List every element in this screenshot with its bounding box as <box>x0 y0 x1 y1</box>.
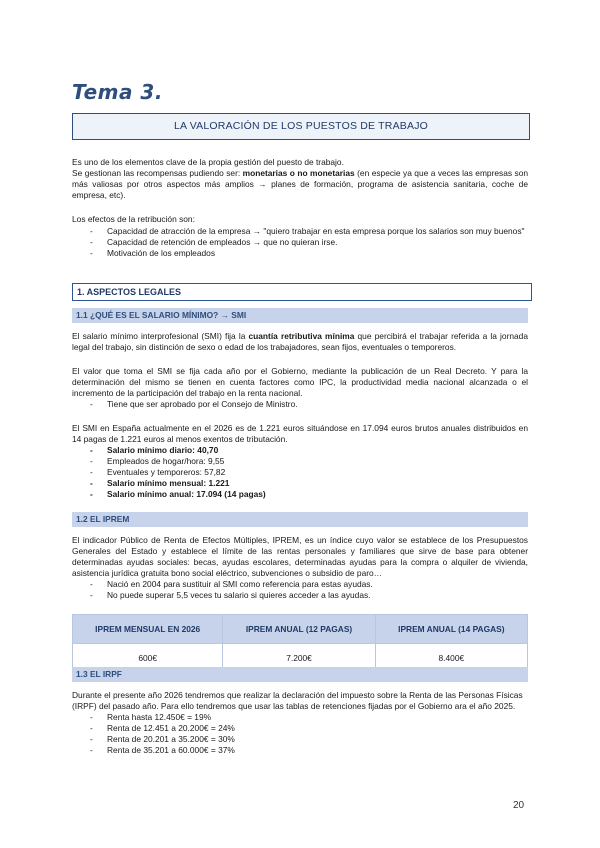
iprem-paragraph: El indicador Público de Renta de Efectos Múltiples, IPREM, es un índice cuyo valor se establece de los Presupuestos Generales del Estado y establece el límite de las rentas personales y familiares que sirve de base para obtener determinadas ayudas sociales: becas, ayudas escolares, determinadas ayudas para la compra o alquiler de vivienda, asistencia jurídica gratuita bono social eléctrico, subvenciones o subsidio de paro… - Nació en 2004 para sustituir al SMI como referencia para estas ayudas. - No puede superar 5,5 veces tu salario si quieres acceder a las ayudas. <box>72 535 528 601</box>
table-header-row <box>73 615 528 644</box>
list-item: - Salario mínimo mensual: 1.221 <box>72 478 528 489</box>
irpf-list <box>72 712 528 756</box>
chapter-label: Tema 3. <box>72 80 163 104</box>
irpf-paragraph: Durante el presente año 2026 tendremos que realizar la declaración del impuesto sobre la Renta de las Personas Físicas (IRPF) del pasado año. Para ello tendremos que usar las tablas de retenciones fijadas por el Gobierno ara el año 2025. - Renta hasta 12.450€ = 19% - Renta de 12.451 a 20.200€ = 24% - Renta de 20.201 a 35.200€ = 30% - Renta de 35.201 a 60.000€ = 37% <box>72 690 528 756</box>
intro-paragraph <box>72 157 528 201</box>
effects-heading: Los efectos de la retribución son: <box>72 214 195 224</box>
list-item: - Salario mínimo anual: 17.094 (14 pagas) <box>72 489 528 500</box>
chapter-title: LA VALORACIÓN DE LOS PUESTOS DE TRABAJO <box>72 113 530 140</box>
smi-values-list <box>72 445 528 500</box>
list-item: - Renta de 35.201 a 60.000€ = 37% <box>72 745 528 756</box>
list-item: - Renta de 12.451 a 20.200€ = 24% <box>72 723 528 734</box>
list-item: - Salario mínimo diario: 40,70 <box>72 445 528 456</box>
smi-paragraph-2: El valor que toma el SMI se fija cada año por el Gobierno, mediante la publicación de un Real Decreto. Y para la determinación del mismo se tienen en cuenta factores como IPC, la productividad media nacional alcanzada o el incremento de la participación del trabajo en la renta nacional. - Tiene que ser aprobado por el Consejo de Ministro. <box>72 366 528 410</box>
intro-line-1: Es uno de los elementos clave de la propia gestión del puesto de trabajo. <box>72 157 344 167</box>
list-item: - No puede superar 5,5 veces tu salario si quieres acceder a las ayudas. <box>72 590 528 601</box>
table-cell: 8.400€ <box>375 644 527 673</box>
section-heading-legal: 1. ASPECTOS LEGALES <box>72 283 532 301</box>
smi-paragraph-1: El salario mínimo interprofesional (SMI) fija la cuantía retributiva mínima que percibirá el trabajar referida a la jornada legal del trabajo, sin distinción de sexo o edad de los trabajadores, sean fijos, eventuales o temporeros. <box>72 331 528 352</box>
table-header: IPREM ANUAL (14 PAGAS) <box>375 615 527 644</box>
intro-line-2: Se gestionan las recompensas pudiendo ser: monetarias o no monetarias (en especie ya que a veces las empresas son más valiosas por otros aspectos más amplios → planes de formación, programa de asistencia sanitaria, coche de empresa, etc). <box>72 168 529 200</box>
list-item: - Renta de 20.201 a 35.200€ = 30% <box>72 734 528 745</box>
page-number: 20 <box>513 800 525 811</box>
list-item: - Tiene que ser aprobado por el Consejo de Ministro. <box>72 399 528 410</box>
subsection-heading-irpf: 1.3 EL IRPF <box>72 667 528 682</box>
list-item: - Renta hasta 12.450€ = 19% <box>72 712 528 723</box>
table-cell: 600€ <box>73 644 223 673</box>
table-header: IPREM MENSUAL EN 2026 <box>73 615 223 644</box>
list-item: - Capacidad de atracción de la empresa → "quiero trabajar en esta empresa porque los salarios son muy buenos" <box>72 226 528 237</box>
table-cell: 7.200€ <box>223 644 375 673</box>
effects-block <box>72 214 528 259</box>
subsection-heading-smi: 1.1 ¿QUÉ ES EL SALARIO MÍNIMO? → SMI <box>72 308 528 323</box>
subsection-heading-iprem: 1.2 EL IPREM <box>72 512 528 527</box>
list-item: - Empleados de hogar/hora: 9,55 <box>72 456 528 467</box>
list-item: - Capacidad de retención de empleados → que no quieran irse. <box>72 237 528 248</box>
table-header: IPREM ANUAL (12 PAGAS) <box>223 615 375 644</box>
iprem-list <box>72 579 528 601</box>
intro-bold: monetarias o no monetarias <box>242 168 355 178</box>
smi-paragraph-3: El SMI en España actualmente en el 2026 es de 1.221 euros situándose en 17.094 euros brutos anuales distribuidos en 14 pagas de 1.221 euros al menos exentos de tributación. - Salario mínimo diario: 40,70 - Empleados de hogar/hora: 9,55 - Eventuales y temporeros: 57,82 - Salario mínimo mensual: 1.221 - Salario mínimo anual: 17.094 (14 pagas) <box>72 423 528 500</box>
iprem-table <box>72 614 528 673</box>
list-item: - Eventuales y temporeros: 57,82 <box>72 467 528 478</box>
smi-approval-list <box>72 399 528 410</box>
list-item: - Nació en 2004 para sustituir al SMI como referencia para estas ayudas. <box>72 579 528 590</box>
list-item: - Motivación de los empleados <box>72 248 528 259</box>
effects-list <box>72 226 528 259</box>
